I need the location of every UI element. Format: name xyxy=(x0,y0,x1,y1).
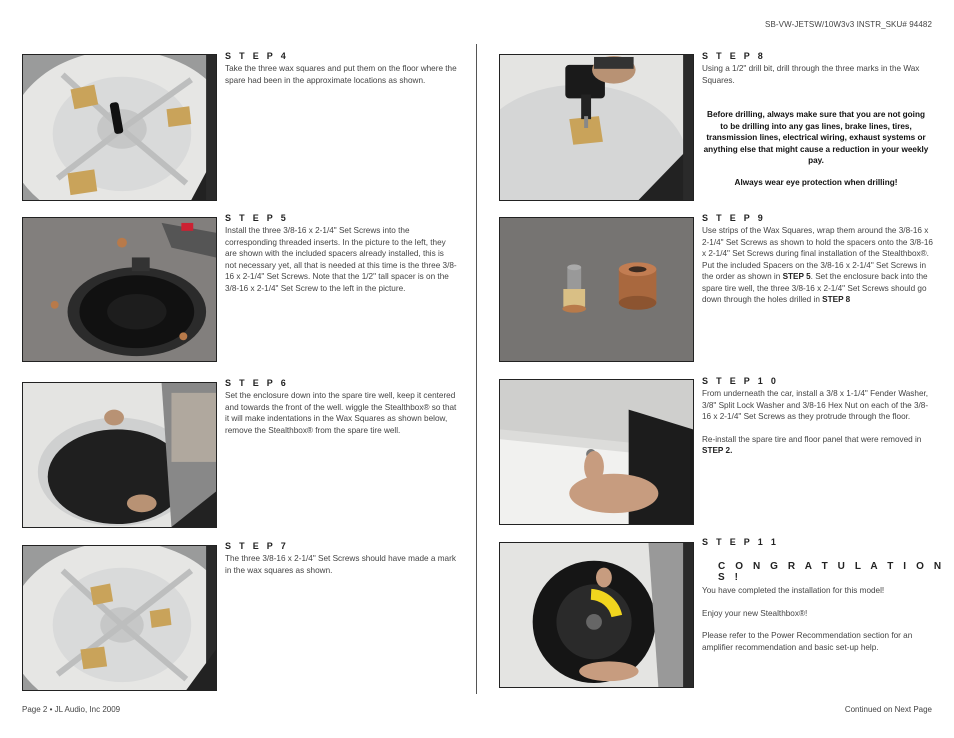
step-11 xyxy=(702,537,934,549)
footer-page-number: Page 2 • JL Audio, Inc 2009 xyxy=(22,705,121,714)
step-11-title: S T E P 1 1 xyxy=(702,537,779,547)
step-6 xyxy=(225,378,457,436)
congratulations-heading: C O N G R A T U L A T I O N S ! xyxy=(718,561,945,583)
step-9-text-a: Use strips of the Wax Squares, wrap them around the 3/8-16 x 2-1/4" Set Screws as shown to hold the spacers onto the 3/8-16 x 2-1/4" Set Screws during final installation of the Stealthbox®. Put the included Spacers on the 3/8-16 x 2-1/4" Set Screws in the order as shown in xyxy=(702,226,933,281)
column-divider xyxy=(476,44,477,694)
step-11-p1: You have completed the installation for this model! xyxy=(702,586,885,595)
step-9-ref-step-8: STEP 8 xyxy=(822,295,851,304)
step-10-title: S T E P 1 0 xyxy=(702,376,779,386)
step-10-text: From underneath the car, install a 3/8 x 1-1/4" Fender Washer, 3/8" Split Lock Washer and 3/8-16 Hex Nut on each of the 3/8-16 x 2-1/4" Set Screws as they protrude through the floor. xyxy=(702,389,929,421)
step-7-title: S T E P 7 xyxy=(225,541,289,551)
step-9-title: S T E P 9 xyxy=(702,213,766,223)
step-5-text: Install the three 3/8-16 x 2-1/4" Set Screws into the corresponding threaded inserts. In the picture to the left, they are shown with the included spacers already installed, this is not necessary yet, all that is needed at this time is the three 3/8-16 x 2-1/4" Set Screws. Note that the 1/2" tall spacer is on the 3/8-16 x 2-1/4" Set Screw to the left in the picture. xyxy=(225,226,457,293)
step-10 xyxy=(702,376,934,457)
photo-step-6-enclosure-in-well xyxy=(22,382,217,528)
photo-step-9-spacers-with-wax xyxy=(499,217,694,362)
footer-continued: Continued on Next Page xyxy=(844,705,932,714)
step-7 xyxy=(225,541,457,576)
photo-step-8-drilling xyxy=(499,54,694,201)
step-7-text: The three 3/8-16 x 2-1/4" Set Screws should have made a mark in the wax squares as shown. xyxy=(225,554,456,575)
step-6-text: Set the enclosure down into the spare tire well, keep it centered and towards the front of the well. wiggle the Stealthbox® so that it will make indentations in the Wax Squares as shown below, remove the Stealthbox® from the spare tire well. xyxy=(225,391,457,435)
step-4-text: Take the three wax squares and put them on the floor where the spare had been in the approximate locations as shown. xyxy=(225,64,457,85)
step-9-text xyxy=(702,225,934,306)
step-8 xyxy=(702,51,934,86)
step-9-text-b: . Set the enclosure back into the spare tire well, the three 3/8-16 x 2-1/4" Set Screws should go down through the holes drilled in xyxy=(702,272,928,304)
step-5-title: S T E P 5 xyxy=(225,213,289,223)
document-code: SB-VW-JETSW/10W3v3 INSTR_SKU# 94482 xyxy=(765,20,932,29)
step-11-p2: Enjoy your new Stealthbox®! xyxy=(702,608,808,618)
photo-step-4-wax-squares-placed xyxy=(22,54,217,201)
step-11-p3: Please refer to the Power Recommendation section for an amplifier recommendation and basic set-up help. xyxy=(702,631,913,652)
step-10-text-2 xyxy=(702,434,934,457)
step-6-title: S T E P 6 xyxy=(225,378,289,388)
step-4 xyxy=(225,51,457,86)
eye-protection-warning: Always wear eye protection when drilling! xyxy=(734,178,898,187)
step-4-title: S T E P 4 xyxy=(225,51,289,61)
step-10-ref-step-2: STEP 2. xyxy=(702,446,733,455)
step-9-ref-step-5: STEP 5 xyxy=(782,272,811,281)
step-9 xyxy=(702,213,934,306)
photo-step-11-spare-tire-reinstalled xyxy=(499,542,694,688)
step-11-body xyxy=(702,585,934,653)
step-8-title: S T E P 8 xyxy=(702,51,766,61)
step-5 xyxy=(225,213,457,294)
photo-step-10-underside-nut xyxy=(499,379,694,525)
photo-step-7-marks-in-wax xyxy=(22,545,217,691)
step-10-reinstall-text: Re-install the spare tire and floor panel that were removed in xyxy=(702,434,922,444)
drilling-safety-warning: Before drilling, always make sure that you are not going to be drilling into any gas lines, brake lines, tires, transmission lines, electrical wiring, exhaust systems or anything else that might cause a reduction in your weekly pay. xyxy=(703,110,929,165)
photo-step-5-set-screws-installed xyxy=(22,217,217,362)
step-8-text: Using a 1/2" drill bit, drill through the three marks in the Wax Squares. xyxy=(702,64,920,85)
